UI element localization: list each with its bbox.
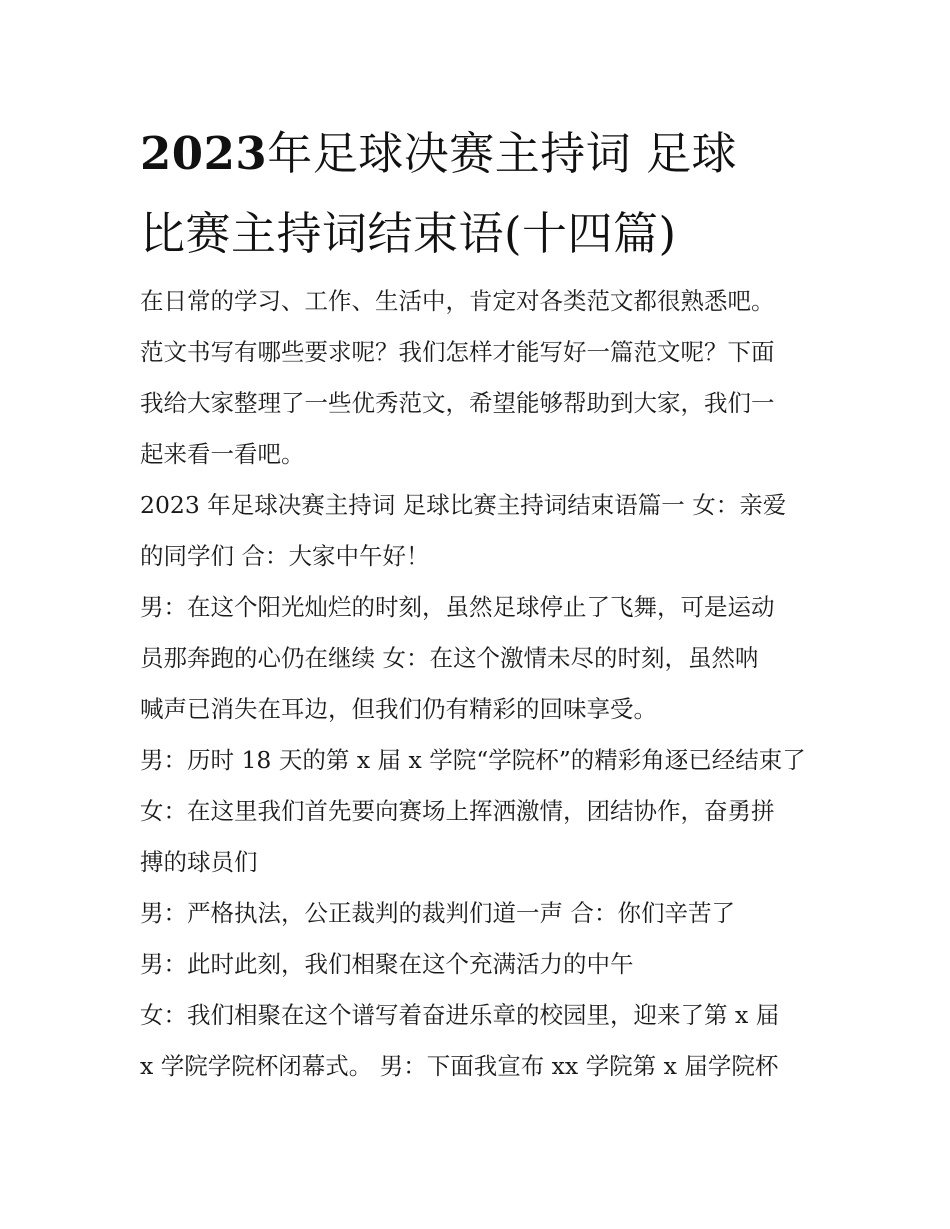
- body-line: x 学院学院杯闭幕式。 男：下面我宣布 xx 学院第 x 届学院杯: [140, 1052, 779, 1080]
- body-line: 喊声已消失在耳边，但我们仍有精彩的回味享受。: [140, 695, 657, 723]
- body-line: 男：严格执法，公正裁判的裁判们道一声 合：你们辛苦了: [140, 899, 735, 927]
- body-line: 2023 年足球决赛主持词 足球比赛主持词结束语篇一 女：亲爱: [140, 491, 787, 519]
- body-line: 员那奔跑的心仍在继续 女：在这个激情未尽的时刻，虽然呐: [140, 644, 759, 672]
- body-line: 起来看一看吧。: [140, 440, 305, 468]
- body-line: 在日常的学习、工作、生活中，肯定对各类范文都很熟悉吧。: [140, 287, 775, 315]
- body-line: 女：在这里我们首先要向赛场上挥洒激情，团结协作，奋勇拼: [140, 797, 775, 825]
- document-title: [140, 114, 840, 274]
- body-line: 男：历时 18 天的第 x 届 x 学院“学院杯”的精彩角逐已经结束了: [140, 746, 806, 774]
- body-line: 的同学们 合：大家中午好！: [140, 542, 430, 570]
- title-line-1: [140, 114, 840, 194]
- title-line-1-text: 年足球决赛主持词 足球: [267, 127, 738, 180]
- body-line: 男：在这个阳光灿烂的时刻，虽然足球停止了飞舞，可是运动: [140, 593, 775, 621]
- body-line: 男：此时此刻，我们相聚在这个充满活力的中午: [140, 950, 634, 978]
- body-line: 我给大家整理了一些优秀范文，希望能够帮助到大家，我们一: [140, 389, 775, 417]
- title-line-2: 比赛主持词结束语(十四篇): [140, 207, 677, 260]
- body-line: 范文书写有哪些要求呢？我们怎样才能写好一篇范文呢？下面: [140, 338, 775, 366]
- body-line: 搏的球员们: [140, 848, 258, 876]
- document-body: [140, 276, 820, 1092]
- body-line: 女：我们相聚在这个谱写着奋进乐章的校园里，迎来了第 x 届: [140, 1001, 780, 1029]
- title-year: 2023: [140, 127, 268, 180]
